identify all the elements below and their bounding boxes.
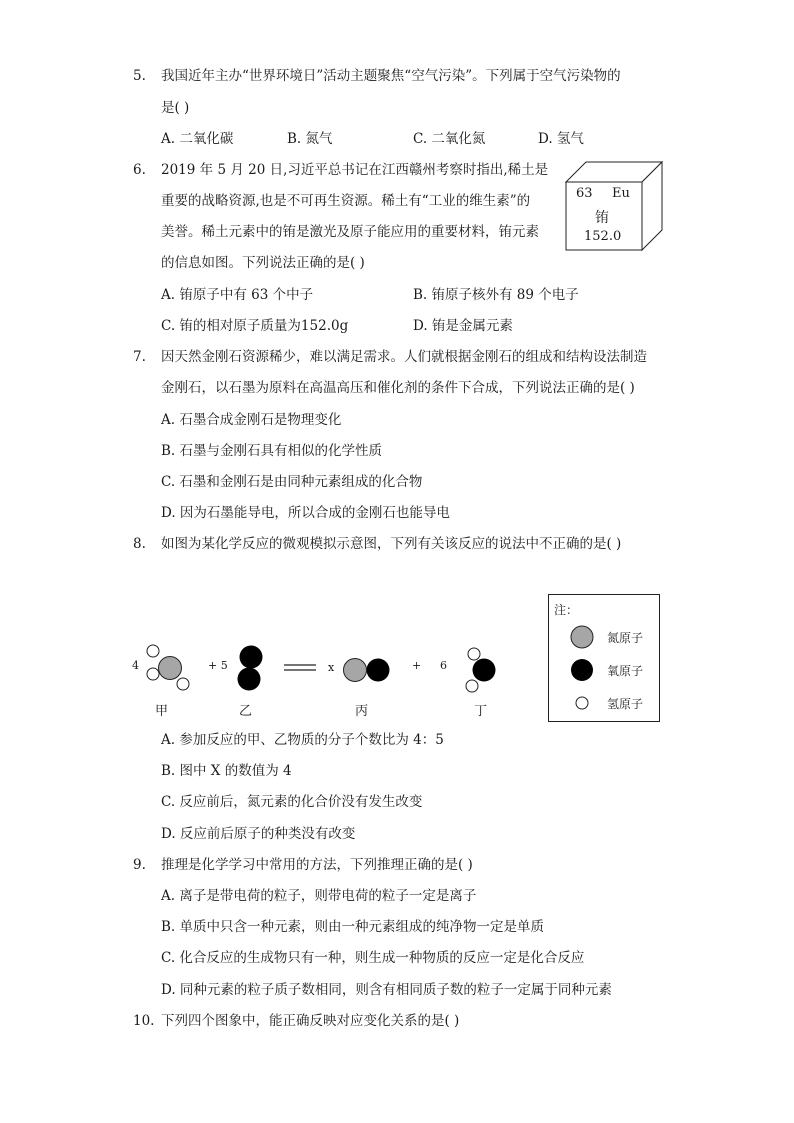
label-jia: 甲 [155, 704, 169, 719]
q8-option-b: B. 图中 X 的数值为 4 [161, 763, 292, 779]
q9-number: 9. [133, 857, 146, 873]
legend-nitrogen: 氮原子 [607, 631, 644, 645]
q6-text-line4: 的信息如图。下列说法正确的是( ) [161, 255, 365, 271]
molecule-ding [466, 648, 496, 692]
coef-ding: 6 [440, 659, 447, 672]
q5-option-a: A. 二氧化碳 [161, 131, 234, 147]
q7-option-b: B. 石墨与金刚石具有相似的化学性质 [161, 443, 383, 459]
label-bing: 丙 [355, 704, 369, 719]
q7-option-a: A. 石墨合成金刚石是物理变化 [161, 412, 342, 428]
q6-option-c: C. 铕的相对原子质量为152.0g [161, 318, 349, 334]
nitrogen-atom-icon [571, 626, 593, 648]
element-name: 铕 [595, 210, 609, 226]
reaction-molecules [128, 640, 518, 720]
q9-text: 推理是化学学习中常用的方法，下列推理正确的是( ) [161, 857, 473, 873]
q8-option-a: A. 参加反应的甲、乙物质的分子个数比为 4：5 [161, 732, 444, 748]
q7-option-c: C. 石墨和金刚石是由同种元素组成的化合物 [161, 474, 423, 490]
molecule-bing [344, 659, 390, 682]
q7-text-line1: 因天然金刚石资源稀少，难以满足需求。人们就根据金刚石的组成和结构设法制造 [161, 349, 647, 365]
q7-text-line2: 金刚石，以石墨为原料在高温高压和催化剂的条件下合成，下列说法正确的是( ) [161, 380, 635, 396]
q8-number: 8. [133, 536, 146, 552]
q6-text-line3: 美誉。稀土元素中的铕是激光及原子能应用的重要材料，铕元素 [161, 224, 539, 240]
atomic-number: 63 [576, 186, 593, 201]
legend-box [548, 594, 660, 722]
coef-jia: 4 [132, 659, 139, 672]
legend-hydrogen: 氢原子 [607, 697, 644, 711]
q6-option-b: B. 铕原子核外有 89 个电子 [413, 287, 579, 303]
label-ding: 丁 [474, 704, 488, 719]
q8-option-d: D. 反应前后原子的种类没有改变 [161, 826, 356, 842]
q5-option-b: B. 氮气 [287, 131, 333, 147]
reaction-diagram [128, 640, 518, 720]
q6-text-line2: 重要的战略资源,也是不可再生资源。稀土有“工业的维生素”的 [161, 193, 531, 209]
q5-text-cont: 是( ) [161, 100, 190, 116]
q7-number: 7. [133, 349, 146, 365]
plus-sign: + [412, 659, 422, 672]
q10-text: 下列四个图象中，能正确反映对应变化关系的是( ) [161, 1013, 460, 1029]
q6-text-line1: 2019 年 5 月 20 日,习近平总书记在江西赣州考察时指出,稀土是 [161, 162, 549, 178]
q5-text: 我国近年主办“世界环境日”活动主题聚焦“空气污染”。下列属于空气污染物的 [161, 68, 621, 84]
q8-option-c: C. 反应前后，氮元素的化合价没有发生改变 [161, 794, 423, 810]
element-card-europium [562, 158, 666, 254]
q9-option-a: A. 离子是带电荷的粒子，则带电荷的粒子一定是离子 [161, 888, 477, 904]
equals-sign [284, 665, 316, 670]
q7-option-d: D. 因为石墨能导电，所以合成的金刚石也能导电 [161, 505, 450, 521]
molecule-jia [147, 645, 189, 690]
label-yi: 乙 [239, 704, 253, 719]
q9-option-d: D. 同种元素的粒子质子数相同，则含有相同质子数的粒子一定属于同种元素 [161, 982, 612, 998]
hydrogen-atom-icon [576, 697, 588, 709]
q6-number: 6. [133, 162, 146, 178]
coef-yi: + 5 [208, 659, 228, 672]
coef-bing: x [328, 661, 335, 674]
q5-number: 5. [133, 68, 146, 84]
q9-option-c: C. 化合反应的生成物只有一种，则生成一种物质的反应一定是化合反应 [161, 950, 585, 966]
q6-option-d: D. 铕是金属元素 [413, 318, 513, 334]
legend-oxygen: 氧原子 [607, 664, 644, 678]
q5-option-c: C. 二氧化氮 [413, 131, 486, 147]
oxygen-atom-icon [571, 659, 593, 681]
q5-option-d: D. 氢气 [538, 131, 584, 147]
q6-option-a: A. 铕原子中有 63 个中子 [161, 287, 314, 303]
element-symbol: Eu [612, 186, 630, 201]
atomic-mass: 152.0 [584, 229, 622, 244]
molecule-yi [238, 646, 263, 691]
q8-text: 如图为某化学反应的微观模拟示意图，下列有关该反应的说法中不正确的是( ) [161, 536, 622, 552]
legend-title: 注： [554, 603, 579, 617]
q9-option-b: B. 单质中只含一种元素，则由一种元素组成的纯净物一定是单质 [161, 919, 545, 935]
q10-number: 10. [133, 1013, 155, 1029]
